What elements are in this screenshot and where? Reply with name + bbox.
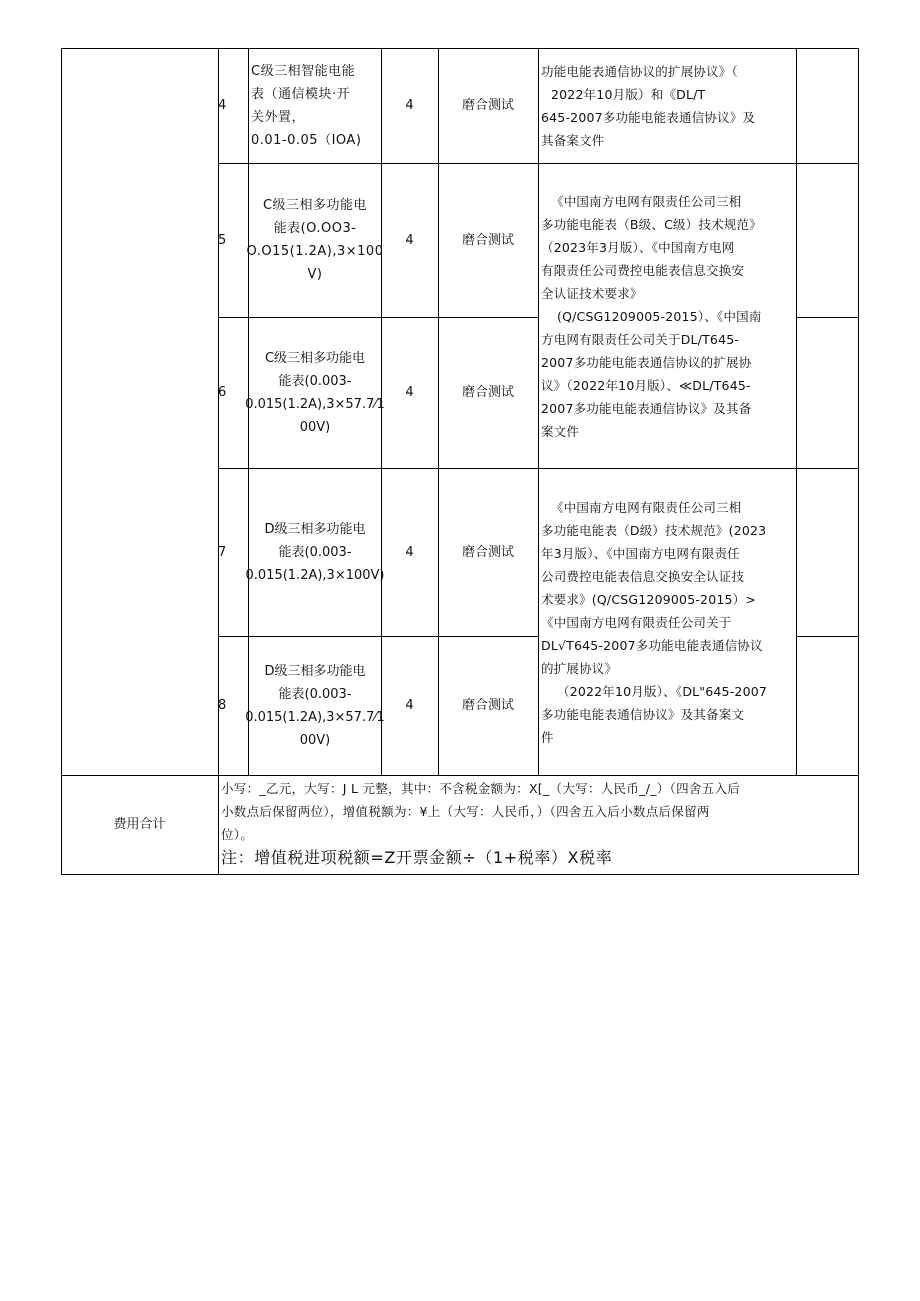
test-item: 磨合测试 (461, 98, 514, 113)
table-left-border (61, 48, 62, 875)
table-right-border (858, 48, 859, 875)
row-number: 7 (218, 544, 227, 560)
test-item: 磨合测试 (461, 385, 514, 400)
row-number: 8 (218, 698, 227, 713)
fee-line: 位）。 (221, 827, 254, 842)
quantity: 4 (405, 98, 414, 113)
fee-total-label: 费用合计 (113, 817, 166, 832)
test-item: 磨合测试 (461, 698, 514, 713)
fee-line: 小数点后保留两位），增值税额为：¥上（大写：人民币，）（四舍五入后小数点后保留两 (221, 804, 710, 819)
standard-reference: 《中国南方电网有限责任公司三相 多功能电能表（D级）技术规范》(2023 年3月版）、《中国南方电网有限责任 公司费控电能表信息交换安全认证技 术要求》(Q/CSG1209005-2015）> 《中国南方电网有限责任公司关于 DL√T645-2007多功能电能表通信协议 的扩展协议》 （2022年10月版）、《DL"645-2007 多功能电能表通信协议》及其备案文 件 (541, 499, 768, 745)
row-number: 5 (218, 232, 227, 248)
row-divider (796, 163, 858, 164)
quantity: 4 (405, 232, 414, 248)
row-divider (796, 636, 858, 637)
row-divider (796, 317, 858, 318)
row-divider (538, 163, 796, 164)
test-item: 磨合测试 (461, 232, 514, 248)
meter-model: C级三相多功能电 能表(O.OO3- O.O15(1.2A),3×100 V) (246, 198, 384, 282)
quantity: 4 (405, 698, 414, 713)
test-item: 磨合测试 (461, 544, 514, 560)
meter-model: D级三相多功能电 能表(0.003- 0.015(1.2A),3×100V) (245, 521, 385, 583)
quantity: 4 (405, 385, 414, 400)
vat-note: 注：增值税进项税额=Z开票金额÷（1+税率）X税率 (221, 848, 613, 867)
standard-reference: 《中国南方电网有限责任公司三相 多功能电能表（B级、C级）技术规范》 （2023年3月版）、《中国南方电网 有限责任公司费控电能表信息交换安 全认证技术要求》 (Q/CSG1209005-2015）、《中国南 方电网有限责任公司关于DL/T645- 2007多功能电能表通信协议的扩展协 议》（2022年10月版）、≪DL/T645- 2007多功能电能表通信协议》及其备 案文件 (541, 193, 762, 439)
row-number: 4 (218, 98, 227, 113)
standard-reference: 功能电能表通信协议的扩展协议》（ 2022年10月版）和《DL/T 645-2007多功能电能表通信协议》及 其备案文件 (541, 64, 756, 148)
fee-line: 小写：_乙元，大写：J L 元整，其中：不含税金额为：X[_（大写：人民币_/_）（四舍五入后 (221, 781, 741, 796)
quantity: 4 (405, 544, 414, 560)
meter-model: C级三相智能电能 表（通信模块·开 关外置， 0.01-0.05（IOA) (251, 63, 362, 148)
meter-model: C级三相多功能电 能表(0.003- 0.015(1.2A),3×57.7⁄1 00V) (245, 350, 385, 435)
table-bottom-border (61, 874, 858, 875)
meter-model: D级三相多功能电 能表(0.003- 0.015(1.2A),3×57.7⁄1 00V) (245, 663, 385, 748)
column-divider (796, 48, 797, 775)
row-number: 6 (218, 385, 227, 400)
fee-total-detail (218, 777, 858, 874)
